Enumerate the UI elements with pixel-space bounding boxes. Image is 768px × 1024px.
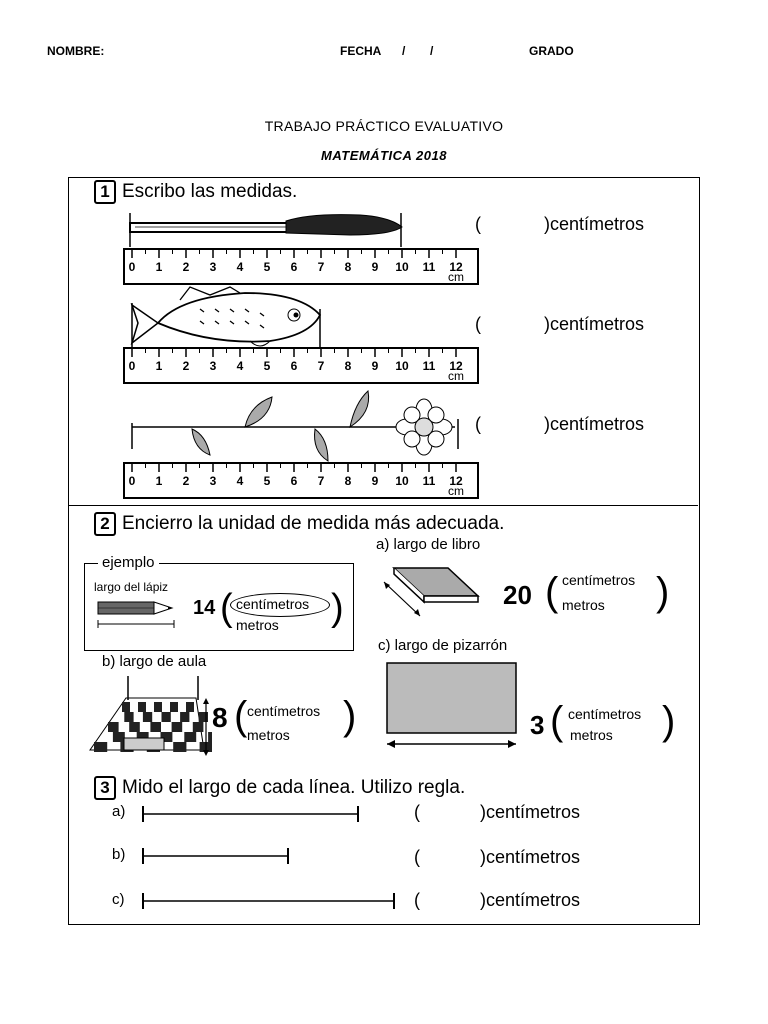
ruler-tick-label: 7 xyxy=(317,260,325,274)
floor-tile xyxy=(172,722,183,732)
pencil-drawing xyxy=(130,213,402,247)
ruler-tick-label: 12 xyxy=(449,359,463,373)
section1-heading xyxy=(94,180,297,204)
answer1-unit: )centímetros xyxy=(544,214,645,234)
line-a-open: ( xyxy=(414,802,420,822)
floor-tile xyxy=(173,742,186,752)
rulers-illustration xyxy=(110,205,490,505)
floor-tile xyxy=(180,712,189,722)
answer1-open: ( xyxy=(475,214,481,234)
ruler-tick-label: 5 xyxy=(263,359,271,373)
ruler-tick-label: 7 xyxy=(317,474,325,488)
example-option-cm: centímetros xyxy=(236,596,310,612)
ruler-tick-label: 3 xyxy=(209,474,217,488)
floor-tile xyxy=(113,732,125,742)
floor-tile xyxy=(94,742,107,752)
item-c-paren-left: ( xyxy=(550,699,564,743)
ruler-tick-label: 3 xyxy=(209,359,217,373)
item-b-option-m: metros xyxy=(247,727,290,743)
section1-heading-text: Escribo las medidas. xyxy=(122,181,298,203)
example-value: 14 xyxy=(193,597,216,619)
line-b-open: ( xyxy=(414,847,420,867)
ruler-tick-label: 2 xyxy=(182,474,190,488)
ruler-tick-label: 8 xyxy=(344,260,352,274)
answer3-unit: )centímetros xyxy=(544,414,645,434)
fecha-label: FECHA xyxy=(340,44,382,58)
floor-tile xyxy=(129,722,140,732)
answer2-unit: )centímetros xyxy=(544,314,645,334)
floor-tile xyxy=(143,712,152,722)
book-icon xyxy=(380,560,490,622)
ruler-tick-label: 2 xyxy=(182,260,190,274)
floor-tile xyxy=(193,722,204,732)
answer2-open: ( xyxy=(475,314,481,334)
ruler-tick-label: 0 xyxy=(128,359,136,373)
item-a-option-m: metros xyxy=(562,597,605,613)
nombre-label: NOMBRE: xyxy=(47,44,105,58)
ruler-tick-label: 8 xyxy=(344,474,352,488)
ruler-tick-label: 12 xyxy=(449,260,463,274)
ruler-tick-label: 7 xyxy=(317,359,325,373)
ruler-tick-label: 10 xyxy=(395,260,409,274)
item-c-paren-right: ) xyxy=(662,699,676,743)
example-option-m: metros xyxy=(236,617,279,633)
ruler-tick-label: 5 xyxy=(263,260,271,274)
section3-heading xyxy=(94,776,465,800)
ruler-tick-label: 8 xyxy=(344,359,352,373)
line-b xyxy=(140,847,292,865)
line-a-unit: )centímetros xyxy=(480,802,581,822)
ruler-tick-label: 3 xyxy=(209,260,217,274)
floor-tile xyxy=(154,702,162,712)
example-paren-left: ( xyxy=(220,587,233,629)
floor-tile xyxy=(186,702,194,712)
ruler-tick-label: 11 xyxy=(422,474,436,488)
example-paren-right: ) xyxy=(331,587,344,629)
item-a-paren-right: ) xyxy=(656,570,670,614)
item-c-option-cm: centímetros xyxy=(568,706,642,722)
ruler-unit-label: cm xyxy=(448,484,464,498)
section2-heading xyxy=(94,512,504,536)
section1-number: 1 xyxy=(94,180,116,204)
item-c-option-m: metros xyxy=(570,727,613,743)
item-a-option-cm: centímetros xyxy=(562,572,636,588)
ruler-unit-label: cm xyxy=(448,369,464,383)
floor-tile xyxy=(184,732,196,742)
line-c xyxy=(140,892,398,910)
item-a-value: 20 xyxy=(503,580,532,610)
item-b-option-cm: centímetros xyxy=(247,703,321,719)
section3-number: 3 xyxy=(94,776,116,800)
ruler-tick-label: 5 xyxy=(263,474,271,488)
ruler-tick-label: 6 xyxy=(290,260,298,274)
example-legend: ejemplo xyxy=(98,554,159,571)
item-a-label: a) largo de libro xyxy=(376,536,481,553)
item-b-value: 8 xyxy=(212,702,228,733)
floor-tile xyxy=(199,712,208,722)
line-c-unit: )centímetros xyxy=(480,890,581,910)
answer3-open: ( xyxy=(475,414,481,434)
fecha-slash-1: / xyxy=(402,44,406,58)
section2-heading-text: Encierro la unidad de medida más adecuada. xyxy=(122,513,505,535)
classroom-icon xyxy=(86,672,212,756)
section2-number: 2 xyxy=(94,512,116,536)
item-c-label: c) largo de pizarrón xyxy=(378,637,508,654)
grado-label: GRADO xyxy=(529,44,574,58)
ruler-tick-label: 10 xyxy=(395,359,409,373)
ruler-tick-label: 0 xyxy=(128,474,136,488)
ruler-tick-label: 6 xyxy=(290,474,298,488)
ruler-tick-label: 6 xyxy=(290,359,298,373)
line-b-unit: )centímetros xyxy=(480,847,581,867)
line-c-open: ( xyxy=(414,890,420,910)
ruler-tick-label: 11 xyxy=(422,260,436,274)
ruler-tick-label: 1 xyxy=(155,260,163,274)
ruler-tick-label: 10 xyxy=(395,474,409,488)
item-b-paren-right: ) xyxy=(343,694,357,738)
section3-heading-text: Mido el largo de cada línea. Utilizo regla. xyxy=(122,777,466,799)
section-divider xyxy=(68,505,698,506)
line-b-label: b) xyxy=(112,846,126,863)
floor-tile xyxy=(150,722,161,732)
floor-tile xyxy=(122,702,130,712)
line-c-label: c) xyxy=(112,891,125,908)
floor-tile xyxy=(108,722,119,732)
ruler-tick-label: 0 xyxy=(128,260,136,274)
floor-tile xyxy=(138,702,146,712)
ruler-tick-label: 1 xyxy=(155,474,163,488)
line-a xyxy=(140,805,362,823)
subject-title: MATEMÁTICA 2018 xyxy=(321,148,447,163)
fish-drawing xyxy=(132,287,320,347)
example-caption: largo del lápiz xyxy=(94,580,169,594)
item-a-paren-left: ( xyxy=(545,570,559,614)
ruler-tick-label: 12 xyxy=(449,474,463,488)
ruler-tick-label: 4 xyxy=(236,359,244,373)
item-b-label: b) largo de aula xyxy=(102,653,207,670)
line-a-label: a) xyxy=(112,803,126,820)
pencil-small-icon xyxy=(96,598,178,630)
ruler-tick-label: 4 xyxy=(236,260,244,274)
flower-drawing xyxy=(132,391,458,461)
item-c-value: 3 xyxy=(530,710,545,740)
item-b-paren-left: ( xyxy=(234,694,248,738)
floor-tile xyxy=(162,712,171,722)
floor-tile xyxy=(124,712,133,722)
ruler-tick-label: 9 xyxy=(371,474,379,488)
fecha-slash-2: / xyxy=(430,44,434,58)
ruler-tick-label: 4 xyxy=(236,474,244,488)
ruler-unit-label: cm xyxy=(448,270,464,284)
document-title: TRABAJO PRÁCTICO EVALUATIVO xyxy=(264,118,504,134)
ruler-tick-label: 11 xyxy=(422,359,436,373)
blackboard-icon xyxy=(382,660,522,754)
ruler-tick-label: 9 xyxy=(371,359,379,373)
ruler-tick-label: 2 xyxy=(182,359,190,373)
ruler-tick-label: 1 xyxy=(155,359,163,373)
ruler-tick-label: 9 xyxy=(371,260,379,274)
floor-tile xyxy=(170,702,178,712)
